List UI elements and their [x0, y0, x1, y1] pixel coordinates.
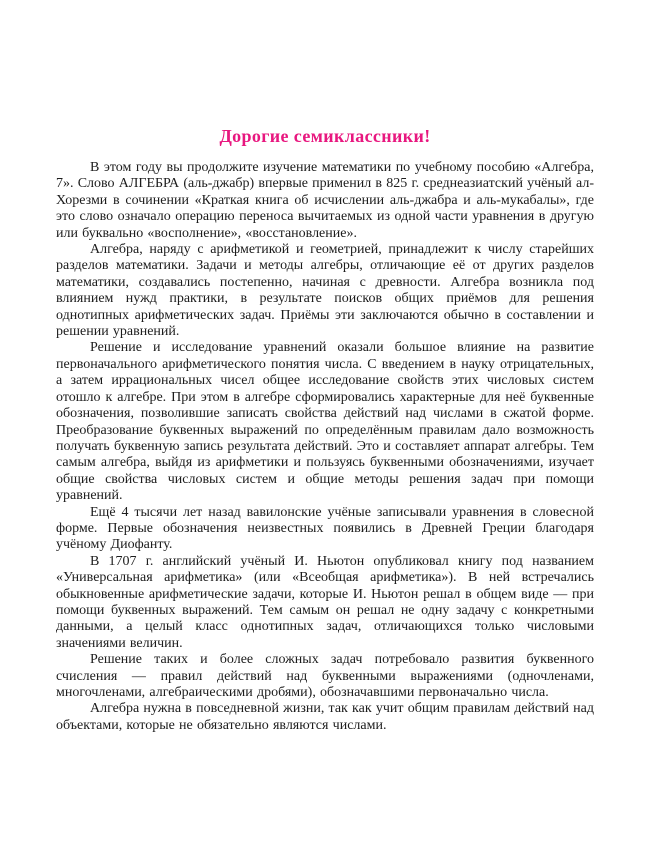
paragraph: Решение таких и более сложных задач потребовало развития буквенного счисления — правил действий над буквенными выражениями (одночленами, многочленами, алгебраическими дробями), обозначавшими первоначально числа. [56, 652, 594, 700]
page-body [56, 160, 594, 734]
page-title: Дорогие семиклассники! [219, 126, 431, 146]
paragraph: В этом году вы продолжите изучение математики по учебному пособию «Алгебра, 7». Слово АЛГЕБРА (аль-джабр) впервые применил в 825 г. среднеазиатский учёный ал-Хорезми в сочинении «Краткая книга об исчислении аль-джабра и аль-мукабалы», где это слово означало операцию переноса вычитаемых из одной части уравнения в другую или буквально «восполнение», «восстановление». [56, 160, 594, 241]
paragraph: Алгебра, наряду с арифметикой и геометрией, принадлежит к числу старейших разделов математики. Задачи и методы алгебры, отличающие её от других разделов математики, создавались постепенно, начиная с древности. Алгебра возникла под влиянием нужд практики, в результате поисков общих приёмов для решения однотипных арифметических задач. Приёмы эти заключаются обычно в составлении и решении уравнений. [56, 242, 594, 340]
paragraph: Решение и исследование уравнений оказали большое влияние на развитие первоначального арифметического понятия числа. С введением в науку отрицательных, а затем иррациональных чисел общее исследование свойств этих числовых систем отошло к алгебре. При этом в алгебре сформировались характерные для неё буквенные обозначения, позволившие записать свойства действий над числами в сжатой форме. Преобразование буквенных выражений по определённым правилам дало возможность получать буквенную запись результата действий. Это и составляет аппарат алгебры. Тем самым алгебра, выйдя из арифметики и пользуясь буквенными обозначениями, изучает общие свойства числовых систем и общие методы решения задач при помощи уравнений. [56, 340, 594, 504]
paragraph: В 1707 г. английский учёный И. Ньютон опубликовал книгу под названием «Универсальная арифметика» (или «Всеобщая арифметика»). В ней встречались обыкновенные арифметические задачи, которые И. Ньютон решал в общем виде — при помощи буквенных выражений. Тем самым он решал не одну задачу с конкретными данными, а целый класс однотипных задач, отличающихся только числовыми значениями величин. [56, 553, 594, 651]
paragraph: Алгебра нужна в повседневной жизни, так как учит общим правилам действий над объектами, которые не обязательно являются числами. [56, 701, 595, 733]
paragraph: Ещё 4 тысячи лет назад вавилонские учёные записывали уравнения в словесной форме. Первые обозначения неизвестных появились в Древней Греции благодаря учёному Диофанту. [56, 504, 594, 553]
